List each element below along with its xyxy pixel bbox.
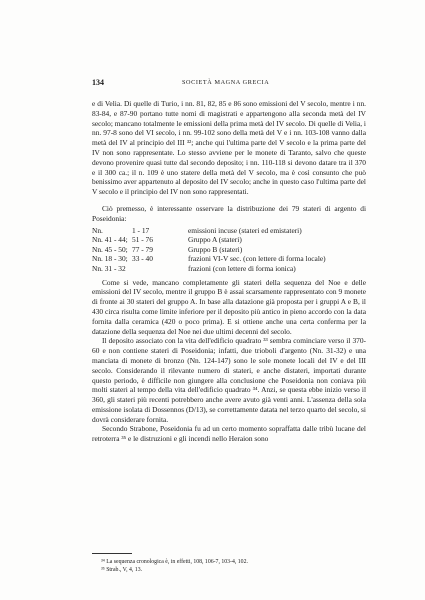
page-header: [92, 78, 366, 90]
table-cell: Nn. 41 - 44;: [92, 235, 128, 245]
table-cell: 1 - 17: [132, 225, 150, 235]
footnote: ³⁴ La sequenza cronologica è, in effetti, 108, 106-7, 103-4, 102.: [101, 559, 248, 565]
paragraph: Come si vede, mancano completamente gli stateri della sequenza del Noe e delle emissioni del IV secolo, mentre il gruppo B è assai scarsamente rappresentato con 9 monete di fronte ai 30 stateri del gruppo A. In base alla datazione già proposta per i gruppi A e B, il 430 circa risulta come limite inferiore per il deposito più antico in pieno accordo con la data fornita dalla ceramica (420 o poco prima). E si ottiene anche una certa conferma per la datazione della sequenza del Noe nei due ultimi decenni del secolo.: [92, 277, 366, 336]
table-row: [92, 254, 326, 264]
paragraph: e di Velia. Di quelle di Turio, i nn. 81, 82, 85 e 86 sono emissioni del V secolo, mentre i nn. 83-84, e 87-90 portano tutte nomi di magistrati e appartengono alla seconda metà del IV secolo; mancano totalmente le emissioni della prima metà del IV secolo. Di quelle di Velia, i nn. 97-8 sono del VI secolo, i nn. 99-102 sono della metà del V e i nn. 103-108 vanno dalla metà del IV al principio del III ³²; anche qui l'ultima parte del V secolo e la prima parte del IV non sono rappresentate. Lo stesso avviene per le monete di Taranto, salvo che queste devono provenire quasi tutte dal secondo deposito; i nn. 110-118 si devono datare tra il 370 e il 300 ca.; il n. 109 è uno statere della metà del V secolo, ma è così consunto che può benissimo aver appartenuto al deposito del IV secolo; anche in questo caso l'ultima parte del V secolo e il principio del IV non sono rappresentati.: [92, 99, 366, 197]
table-cell: frazioni (con lettere di forma ionica): [188, 263, 296, 273]
table-cell: 51 - 76: [132, 235, 153, 245]
paragraph: Ciò premesso, è interessante osservare la distribuzione dei 79 stateri di argento di Poseidonia:: [92, 203, 366, 223]
table-cell: [128, 264, 168, 274]
table-row: [92, 235, 326, 245]
body-text: [92, 99, 366, 444]
paragraph: Il deposito associato con la vita dell'edificio quadrato ³³ sembra cominciare verso il 370-60 e non contiene stateri di Poseidonia; infatti, due trioboli d'argento (Nn. 31-32) e una manciata di monete di bronzo (Nn. 124-147) sono le sole monete locali del IV e del III secolo. Considerando il rilevante numero di stateri, e anche distateri, importati durante questo periodo, è difficile non giungere alla conclusione che Poseidonia non coniava più molti stateri al tempo della vita dell'edificio quadrato ³⁴. Anzi, se questa ebbe inizio verso il 360, gli stateri più recenti potrebbero anche avere avuto già venti anni. L'assenza della sola emissione isolata di Dossennos (D/13), se correttamente datata nel terzo quarto del secolo, si dovrà considerare fornita.: [92, 336, 366, 424]
table-cell: Gruppo B (stateri): [188, 244, 243, 254]
footnote: ³⁵ Strab., V, 4, 13.: [101, 567, 143, 573]
running-title: SOCIETÀ MAGNA GRECIA: [182, 79, 270, 86]
table-row: [92, 245, 326, 255]
table-cell: emissioni incuse (stateri ed emistateri): [188, 225, 302, 235]
footnotes: [92, 553, 366, 574]
table-row: [92, 264, 326, 274]
table-cell: Nn. 45 - 50;: [92, 244, 128, 254]
table-cell: Gruppo A (stateri): [188, 235, 242, 245]
page-number: 134: [92, 78, 104, 87]
paragraph: Secondo Strabone, Poseidonia fu ad un certo momento sopraffatta dalle tribù lucane del retroterra ³⁵ e le distruzioni e gli incendi nello Heraion sono: [92, 424, 366, 444]
table-cell: 33 - 40: [132, 254, 153, 264]
table-cell: Nn. 18 - 30;: [92, 254, 128, 264]
table-cell: Nn. 31 - 32: [92, 263, 126, 273]
table-row: [92, 226, 326, 236]
table-cell: Nn.: [92, 225, 103, 235]
table-cell: frazioni VI-V sec. (con lettere di forma locale): [188, 254, 326, 264]
coin-distribution-table: [92, 226, 326, 274]
table-cell: 77 - 79: [132, 244, 153, 254]
footnote-divider: [92, 553, 132, 554]
